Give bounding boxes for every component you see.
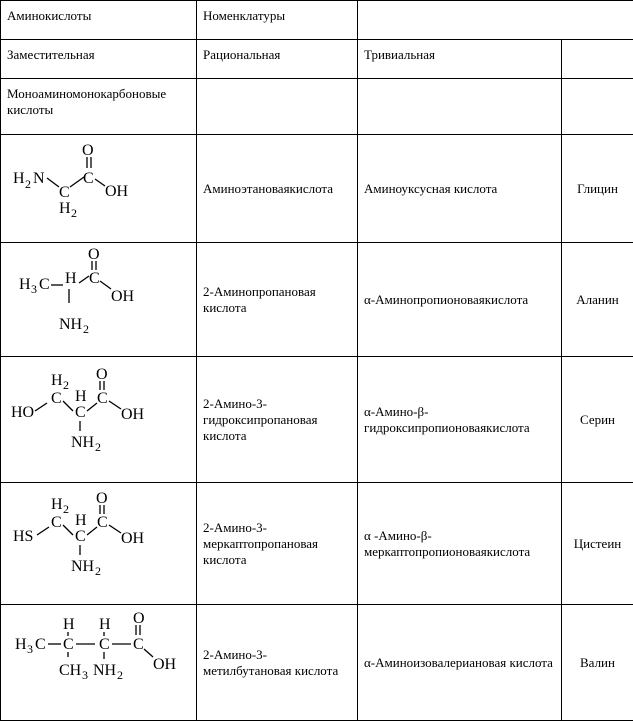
subheader-trivial: Тривиальная	[358, 40, 562, 79]
rational-name: Аминоэтановаякислота	[197, 135, 358, 243]
formula-atom: OH	[153, 656, 177, 673]
formula-atom: OH	[105, 183, 129, 200]
trivial-name: Аминоуксусная кислота	[358, 135, 562, 243]
amino-acid-name: Глицин	[562, 135, 633, 243]
table-header-row	[1, 1, 633, 40]
formula-atom: C	[89, 270, 100, 287]
formula-atom: C	[97, 390, 108, 407]
table-row	[1, 243, 633, 357]
group-label: Моноаминомонокарбоновые кислоты	[1, 79, 197, 135]
formula-atom: H	[99, 616, 111, 633]
trivial-name: α-Амино-β-гидроксипропионоваякислота	[358, 357, 562, 483]
formula-atom: H	[59, 200, 71, 217]
formula-atom: O	[133, 610, 145, 627]
formula-atom: H	[15, 636, 27, 653]
formula-atom: H	[65, 270, 77, 287]
formula-subscript: 2	[63, 502, 69, 516]
header-nomenclatures: Номенклатуры	[197, 1, 358, 40]
formula-atom: H	[51, 496, 63, 513]
formula-atom: N	[33, 170, 45, 187]
formula-atom: C	[63, 636, 74, 653]
subheader-empty	[562, 40, 633, 79]
formula-atom: C	[51, 390, 62, 407]
header-amino-acids: Аминокислоты	[1, 1, 197, 40]
formula-atom: O	[88, 246, 100, 263]
formula-atom: H	[19, 276, 31, 293]
formula-subscript: 2	[95, 564, 101, 578]
formula-atom: CH	[59, 662, 82, 679]
amino-acid-name: Валин	[562, 605, 633, 721]
trivial-name: α -Амино-β-меркаптопропионоваякислота	[358, 483, 562, 605]
formula-atom: C	[75, 404, 86, 421]
formula-atom: O	[96, 366, 108, 383]
formula-atom: C	[133, 636, 144, 653]
formula-atom: C	[83, 170, 94, 187]
formula-subscript: 2	[83, 322, 89, 336]
formula-atom: OH	[121, 530, 145, 547]
formula-atom: C	[39, 276, 50, 293]
amino-acid-name: Серин	[562, 357, 633, 483]
alanine-structure	[1, 243, 197, 357]
formula-subscript: 2	[25, 177, 31, 191]
table-row	[1, 605, 633, 721]
formula-atom: O	[96, 490, 108, 507]
subheader-substitutive: Заместительная	[1, 40, 197, 79]
formula-subscript: 2	[95, 440, 101, 454]
group-row	[1, 79, 633, 135]
formula-atom: H	[63, 616, 75, 633]
subheader-rational: Рациональная	[197, 40, 358, 79]
formula-atom: C	[75, 528, 86, 545]
trivial-name: α-Аминопропионоваякислота	[358, 243, 562, 357]
table-row	[1, 483, 633, 605]
rational-name: 2-Амино-3-гидроксипропановая кислота	[197, 357, 358, 483]
formula-atom: C	[97, 514, 108, 531]
table-row	[1, 135, 633, 243]
formula-subscript: 2	[71, 206, 77, 220]
formula-atom: C	[99, 636, 110, 653]
formula-atom: O	[82, 142, 94, 159]
cysteine-structure	[1, 483, 197, 605]
formula-atom: NH	[93, 662, 117, 679]
amino-acid-name: Аланин	[562, 243, 633, 357]
formula-atom: HS	[13, 528, 33, 545]
formula-atom: C	[59, 184, 70, 201]
header-empty	[358, 1, 633, 40]
glycine-structure	[1, 135, 197, 243]
formula-subscript: 2	[117, 668, 123, 682]
formula-atom: NH	[59, 316, 83, 333]
formula-subscript: 2	[63, 378, 69, 392]
formula-subscript: 3	[82, 668, 88, 682]
formula-atom: H	[51, 372, 63, 389]
rational-name: 2-Аминопропановая кислота	[197, 243, 358, 357]
table-subheader-row	[1, 40, 633, 79]
formula-atom: NH	[71, 558, 95, 575]
formula-atom: H	[75, 388, 87, 405]
formula-subscript: 3	[27, 642, 33, 656]
formula-atom: NH	[71, 434, 95, 451]
formula-atom: OH	[121, 406, 145, 423]
formula-atom: H	[13, 170, 25, 187]
formula-atom: C	[35, 636, 46, 653]
formula-atom: C	[51, 514, 62, 531]
rational-name: 2-Амино-3-метилбутановая кислота	[197, 605, 358, 721]
formula-atom: HO	[11, 404, 34, 421]
trivial-name: α-Аминоизовалериановая кислота	[358, 605, 562, 721]
serine-structure	[1, 357, 197, 483]
amino-acid-name: Цистеин	[562, 483, 633, 605]
rational-name: 2-Амино-3-меркаптопропановая кислота	[197, 483, 358, 605]
valine-structure	[1, 605, 197, 721]
formula-atom: OH	[111, 288, 135, 305]
formula-atom: H	[75, 512, 87, 529]
table-row	[1, 357, 633, 483]
formula-subscript: 3	[31, 282, 37, 296]
